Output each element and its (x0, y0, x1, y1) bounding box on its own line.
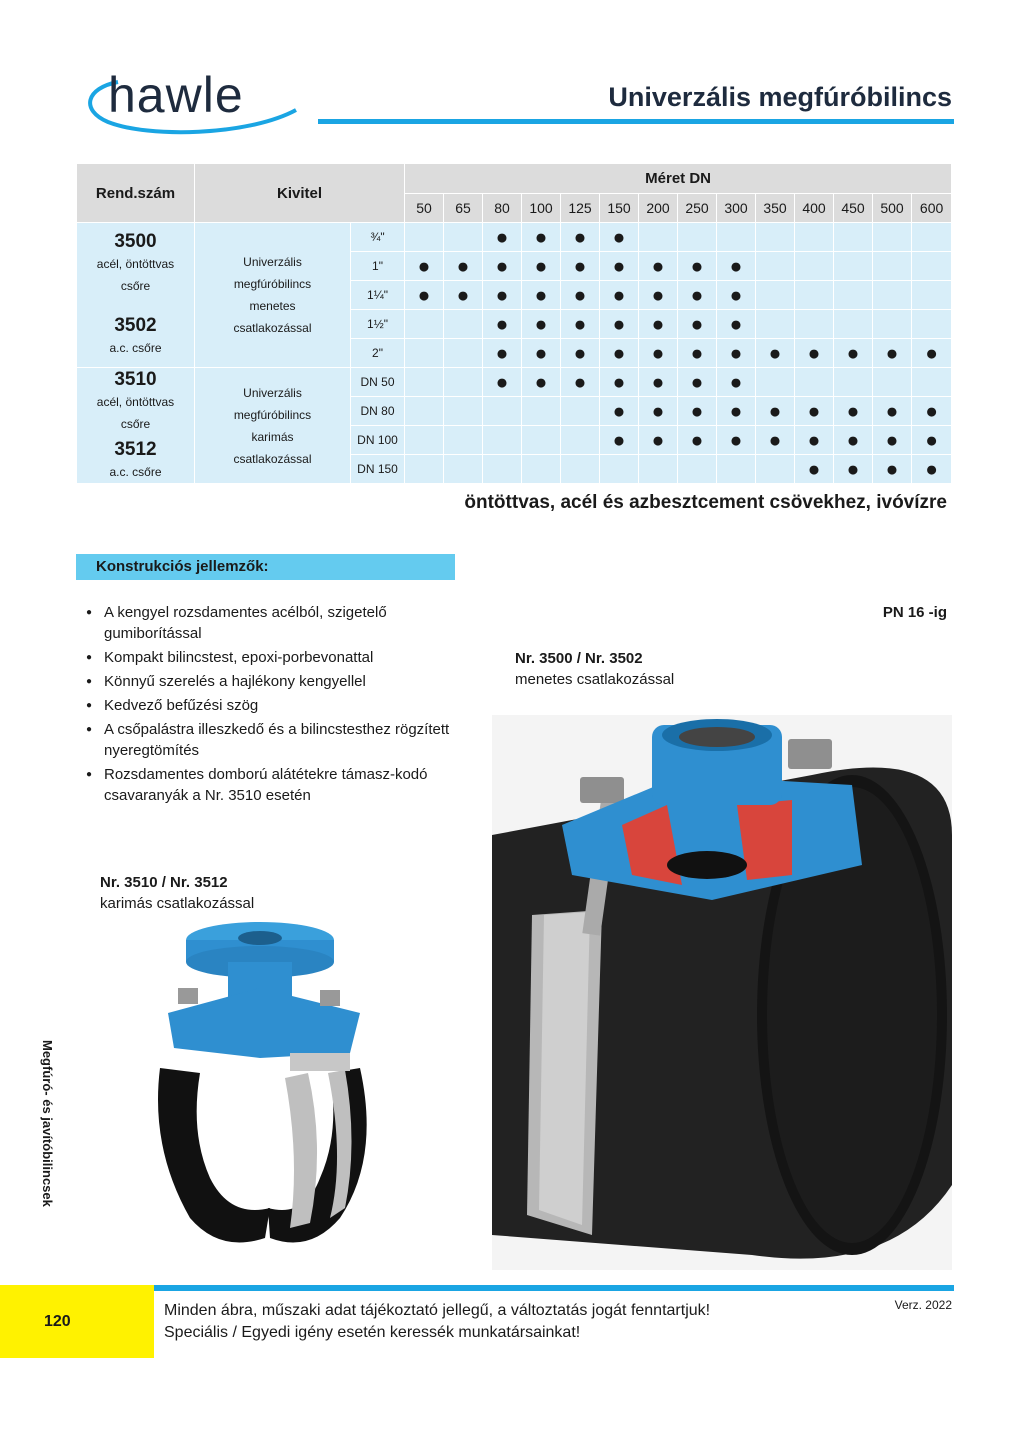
availability-dot: ● (717, 339, 756, 368)
empty-cell (912, 252, 952, 281)
availability-dot: ● (756, 397, 795, 426)
availability-dot: ● (600, 426, 639, 455)
size-header-400: 400 (795, 194, 834, 223)
availability-dot: ● (522, 281, 561, 310)
availability-dot: ● (522, 368, 561, 397)
caption-flanged-title: Nr. 3510 / Nr. 3512 (100, 874, 228, 891)
features-list (86, 602, 466, 809)
kivitel-cell (195, 223, 351, 368)
availability-dot: ● (639, 368, 678, 397)
empty-cell (717, 223, 756, 252)
availability-dot: ● (444, 252, 483, 281)
header-kivitel: Kivitel (195, 164, 405, 223)
empty-cell (405, 397, 444, 426)
page-title: Univerzális megfúróbilincs (608, 82, 952, 112)
header-meret-dn: Méret DN (405, 164, 952, 194)
empty-cell (756, 252, 795, 281)
availability-dot: ● (834, 426, 873, 455)
empty-cell (444, 397, 483, 426)
empty-cell (639, 223, 678, 252)
availability-dot: ● (483, 281, 522, 310)
page-number: 120 (44, 1313, 71, 1330)
connection-size: 1¼" (351, 281, 405, 310)
empty-cell (444, 223, 483, 252)
caption-flanged-sub: karimás csatlakozással (100, 895, 255, 912)
availability-dot: ● (600, 397, 639, 426)
empty-cell (444, 368, 483, 397)
availability-dot: ● (483, 368, 522, 397)
empty-cell (756, 281, 795, 310)
hawle-logo-text: hawle (108, 67, 244, 123)
empty-cell (405, 223, 444, 252)
empty-cell (756, 223, 795, 252)
availability-dot: ● (756, 426, 795, 455)
availability-dot: ● (405, 281, 444, 310)
pipe-type: a.c. csőre (109, 464, 162, 479)
empty-cell (834, 252, 873, 281)
empty-cell (405, 455, 444, 484)
empty-cell (405, 339, 444, 368)
list-item: ● Kedvező befűzési szög (86, 695, 466, 716)
table-row (77, 223, 952, 252)
kivitel-line: Univerzális (243, 385, 302, 400)
availability-dot: ● (717, 252, 756, 281)
availability-dot: ● (444, 281, 483, 310)
empty-cell (756, 310, 795, 339)
pressure-rating: PN 16 -ig (882, 604, 947, 621)
availability-dot: ● (912, 426, 952, 455)
features-heading: Konstrukciós jellemzők: (96, 558, 269, 575)
availability-dot: ● (795, 426, 834, 455)
connection-size: DN 100 (351, 426, 405, 455)
size-availability-table (76, 163, 952, 484)
availability-dot: ● (483, 310, 522, 339)
empty-cell (795, 281, 834, 310)
kivitel-line: Univerzális (243, 255, 302, 269)
version-label: Verz. 2022 (894, 1298, 952, 1312)
table-row (77, 368, 952, 397)
connection-size: DN 50 (351, 368, 405, 397)
availability-dot: ● (678, 339, 717, 368)
empty-cell (912, 368, 952, 397)
availability-dot: ● (639, 426, 678, 455)
list-item: ● A csőpalástra illeszkedő és a bilincstesthez rögzített nyeregtömítés (86, 719, 466, 761)
availability-dot: ● (561, 223, 600, 252)
size-header-150: 150 (600, 194, 639, 223)
availability-dot: ● (717, 310, 756, 339)
availability-dot: ● (756, 339, 795, 368)
empty-cell (522, 426, 561, 455)
availability-dot: ● (522, 252, 561, 281)
empty-cell (444, 339, 483, 368)
empty-cell (444, 455, 483, 484)
size-header-600: 600 (912, 194, 952, 223)
empty-cell (834, 281, 873, 310)
availability-dot: ● (678, 281, 717, 310)
empty-cell (678, 223, 717, 252)
kivitel-line: karimás (251, 429, 294, 444)
empty-cell (561, 455, 600, 484)
caption-threaded-sub: menetes csatlakozással (515, 671, 675, 688)
size-header-100: 100 (522, 194, 561, 223)
order-number-cell (77, 223, 195, 368)
footer-note-1: Minden ábra, műszaki adat tájékoztató jellegű, a változtatás jogát fenntartjuk! (164, 1302, 711, 1319)
caption-threaded-title: Nr. 3500 / Nr. 3502 (515, 650, 643, 667)
availability-dot: ● (522, 223, 561, 252)
empty-cell (873, 368, 912, 397)
availability-dot: ● (678, 310, 717, 339)
availability-dot: ● (600, 339, 639, 368)
flanged-clamp-photo (150, 918, 390, 1253)
empty-cell (834, 368, 873, 397)
empty-cell (483, 397, 522, 426)
empty-cell (834, 310, 873, 339)
connection-size: 2" (351, 339, 405, 368)
pipe-type: csőre (120, 279, 151, 293)
availability-dot: ● (561, 281, 600, 310)
title-rule (318, 119, 954, 124)
header-rendszam: Rend.szám (77, 164, 195, 223)
availability-dot: ● (561, 252, 600, 281)
caption-threaded (515, 648, 674, 690)
size-header-200: 200 (639, 194, 678, 223)
kivitel-line: menetes (249, 299, 296, 313)
availability-dot: ● (873, 339, 912, 368)
availability-dot: ● (912, 339, 952, 368)
availability-dot: ● (600, 252, 639, 281)
availability-dot: ● (717, 426, 756, 455)
availability-dot: ● (522, 310, 561, 339)
pipe-type: a.c. csőre (109, 341, 162, 355)
empty-cell (522, 455, 561, 484)
list-item: ● Kompakt bilincstest, epoxi-porbevonattal (86, 647, 466, 668)
empty-cell (756, 368, 795, 397)
connection-size: ¾" (351, 223, 405, 252)
empty-cell (561, 426, 600, 455)
empty-cell (639, 455, 678, 484)
empty-cell (717, 455, 756, 484)
availability-dot: ● (483, 252, 522, 281)
section-side-label (38, 1040, 58, 1265)
kivitel-line: megfúróbilincs (233, 277, 312, 291)
availability-dot: ● (639, 252, 678, 281)
empty-cell (405, 426, 444, 455)
empty-cell (678, 455, 717, 484)
connection-size: DN 150 (351, 455, 405, 484)
page-number-tab (0, 1285, 154, 1358)
size-header-450: 450 (834, 194, 873, 223)
availability-dot: ● (834, 455, 873, 484)
availability-dot: ● (522, 339, 561, 368)
connection-size: 1½" (351, 310, 405, 339)
availability-dot: ● (912, 397, 952, 426)
availability-dot: ● (561, 368, 600, 397)
size-header-350: 350 (756, 194, 795, 223)
kivitel-line: megfúróbilincs (233, 407, 312, 422)
availability-dot: ● (639, 281, 678, 310)
availability-dot: ● (561, 339, 600, 368)
availability-dot: ● (483, 223, 522, 252)
order-number: 3502 (114, 315, 157, 336)
empty-cell (873, 281, 912, 310)
empty-cell (873, 223, 912, 252)
list-item: ● A kengyel rozsdamentes acélból, szigetelő gumiborítással (86, 602, 466, 644)
availability-dot: ● (717, 368, 756, 397)
empty-cell (834, 223, 873, 252)
availability-dot: ● (405, 252, 444, 281)
empty-cell (795, 252, 834, 281)
kivitel-cell (195, 368, 351, 484)
availability-dot: ● (639, 397, 678, 426)
empty-cell (405, 310, 444, 339)
availability-dot: ● (600, 281, 639, 310)
availability-dot: ● (639, 310, 678, 339)
size-header-50: 50 (405, 194, 444, 223)
pipe-type: acél, öntöttvas (96, 257, 175, 271)
order-number: 3512 (114, 438, 157, 460)
availability-dot: ● (639, 339, 678, 368)
availability-dot: ● (717, 281, 756, 310)
empty-cell (561, 397, 600, 426)
empty-cell (873, 252, 912, 281)
empty-cell (912, 281, 952, 310)
size-header-500: 500 (873, 194, 912, 223)
empty-cell (912, 310, 952, 339)
empty-cell (795, 368, 834, 397)
availability-dot: ● (795, 397, 834, 426)
applications-subtitle: öntöttvas, acél és azbesztcement csövekhez, ivóvízre (464, 492, 947, 513)
kivitel-line: csatlakozással (233, 321, 312, 335)
features-heading-bar (76, 554, 455, 580)
pipe-type: csőre (120, 416, 151, 431)
empty-cell (444, 426, 483, 455)
connection-size: DN 80 (351, 397, 405, 426)
size-header-80: 80 (483, 194, 522, 223)
empty-cell (405, 368, 444, 397)
threaded-clamp-photo (492, 715, 952, 1270)
order-number-cell (77, 368, 195, 484)
side-label-text: Megfúró- és javítóbilincsek (40, 1040, 55, 1207)
availability-dot: ● (600, 310, 639, 339)
availability-dot: ● (873, 397, 912, 426)
availability-dot: ● (678, 252, 717, 281)
list-item: ● Rozsdamentes domború alátétekre támasz-kodó csavaranyák a Nr. 3510 esetén (86, 764, 466, 806)
availability-dot: ● (795, 455, 834, 484)
empty-cell (912, 223, 952, 252)
availability-dot: ● (600, 223, 639, 252)
empty-cell (795, 310, 834, 339)
empty-cell (600, 455, 639, 484)
pipe-type: acél, öntöttvas (96, 394, 175, 409)
availability-dot: ● (600, 368, 639, 397)
empty-cell (444, 310, 483, 339)
caption-flanged (100, 872, 254, 914)
empty-cell (795, 223, 834, 252)
availability-dot: ● (483, 339, 522, 368)
availability-dot: ● (834, 339, 873, 368)
availability-dot: ● (873, 455, 912, 484)
empty-cell (873, 310, 912, 339)
availability-dot: ● (795, 339, 834, 368)
empty-cell (483, 426, 522, 455)
empty-cell (483, 455, 522, 484)
order-number: 3500 (114, 231, 157, 252)
size-header-125: 125 (561, 194, 600, 223)
availability-dot: ● (678, 426, 717, 455)
footer-note-2: Speciális / Egyedi igény esetén keressék munkatársainkat! (164, 1324, 581, 1341)
availability-dot: ● (717, 397, 756, 426)
order-number: 3510 (114, 368, 157, 390)
availability-dot: ● (912, 455, 952, 484)
availability-dot: ● (678, 397, 717, 426)
availability-dot: ● (561, 310, 600, 339)
availability-dot: ● (873, 426, 912, 455)
size-header-300: 300 (717, 194, 756, 223)
size-header-250: 250 (678, 194, 717, 223)
empty-cell (522, 397, 561, 426)
empty-cell (756, 455, 795, 484)
kivitel-line: csatlakozással (233, 451, 312, 466)
footer-rule (154, 1285, 954, 1291)
connection-size: 1" (351, 252, 405, 281)
size-header-65: 65 (444, 194, 483, 223)
availability-dot: ● (678, 368, 717, 397)
list-item: ● Könnyű szerelés a hajlékony kengyellel (86, 671, 466, 692)
availability-dot: ● (834, 397, 873, 426)
